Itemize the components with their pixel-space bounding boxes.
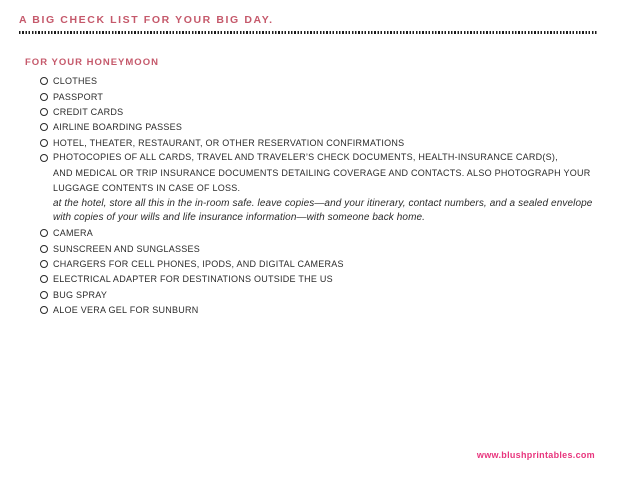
checklist-item: [40, 272, 640, 287]
checklist-item: [40, 225, 640, 240]
website-link[interactable]: www.blushprintables.com: [476, 450, 595, 460]
checkbox-circle-icon[interactable]: [40, 123, 48, 131]
checklist-item-label-block: [53, 150, 592, 225]
checklist-item: [40, 104, 640, 119]
checklist-item-label: PASSPORT: [53, 91, 104, 102]
checklist-item: [40, 256, 640, 271]
checklist-item-label: CREDIT CARDS: [53, 106, 124, 117]
checklist-item-label: ELECTRICAL ADAPTER FOR DESTINATIONS OUTSIDE THE US: [53, 274, 333, 285]
checklist-item-label: AIRLINE BOARDING PASSES: [53, 122, 183, 133]
checklist-item-label: SUNSCREEN AND SUNGLASSES: [53, 243, 201, 254]
page-header: [0, 0, 640, 34]
checklist-item-label: CAMERA: [53, 228, 94, 239]
checklist-item-label-line: LUGGAGE CONTENTS IN CASE OF LOSS.: [53, 183, 241, 194]
checklist-item: [40, 287, 640, 302]
checkbox-circle-icon[interactable]: [40, 260, 48, 268]
checklist-item: [40, 241, 640, 256]
checklist-item-note-line: with copies of your wills and life insurance information—with someone back home.: [53, 212, 426, 224]
section-title: FOR YOUR HONEYMOON: [25, 56, 159, 68]
checkbox-circle-icon[interactable]: [40, 139, 48, 147]
checklist-item: [40, 150, 640, 225]
checklist-item-label: BUG SPRAY: [53, 289, 108, 300]
checklist-item-label: CLOTHES: [53, 76, 98, 87]
checkbox-circle-icon[interactable]: [40, 291, 48, 299]
checklist-item-label-line: AND MEDICAL OR TRIP INSURANCE DOCUMENTS DETAILING COVERAGE AND CONTACTS. ALSO PHOTOGRAPH YOUR: [53, 167, 591, 178]
checklist-item: [40, 74, 640, 89]
checklist-item-note-line: at the hotel, store all this in the in-room safe. leave copies—and your itinerary, contact numbers, and a sealed envelope: [53, 197, 593, 209]
checklist-item-label: HOTEL, THEATER, RESTAURANT, OR OTHER RESERVATION CONFIRMATIONS: [53, 137, 405, 148]
checkbox-circle-icon[interactable]: [40, 275, 48, 283]
checklist-item: [40, 89, 640, 104]
checklist-item: [40, 135, 640, 150]
checkbox-circle-icon[interactable]: [40, 245, 48, 253]
checkbox-circle-icon[interactable]: [40, 154, 48, 162]
checkbox-circle-icon[interactable]: [40, 229, 48, 237]
checkbox-circle-icon[interactable]: [40, 306, 48, 314]
checklist-item-label: ALOE VERA GEL FOR SUNBURN: [53, 305, 199, 316]
checklist-item-label-line: PHOTOCOPIES OF ALL CARDS, TRAVEL AND TRAVELER’S CHECK DOCUMENTS, HEALTH-INSURANCE CARD(S),: [53, 152, 558, 163]
checklist-item: [40, 302, 640, 317]
checkbox-circle-icon[interactable]: [40, 93, 48, 101]
checklist-item-label: CHARGERS FOR CELL PHONES, IPODS, AND DIGITAL CAMERAS: [53, 258, 344, 269]
checklist-item: [40, 120, 640, 135]
checkbox-circle-icon[interactable]: [40, 108, 48, 116]
page-title: A BIG CHECK LIST FOR YOUR BIG DAY.: [19, 14, 274, 26]
dotted-divider: [19, 31, 597, 34]
checkbox-circle-icon[interactable]: [40, 77, 48, 85]
checklist: [40, 74, 640, 318]
